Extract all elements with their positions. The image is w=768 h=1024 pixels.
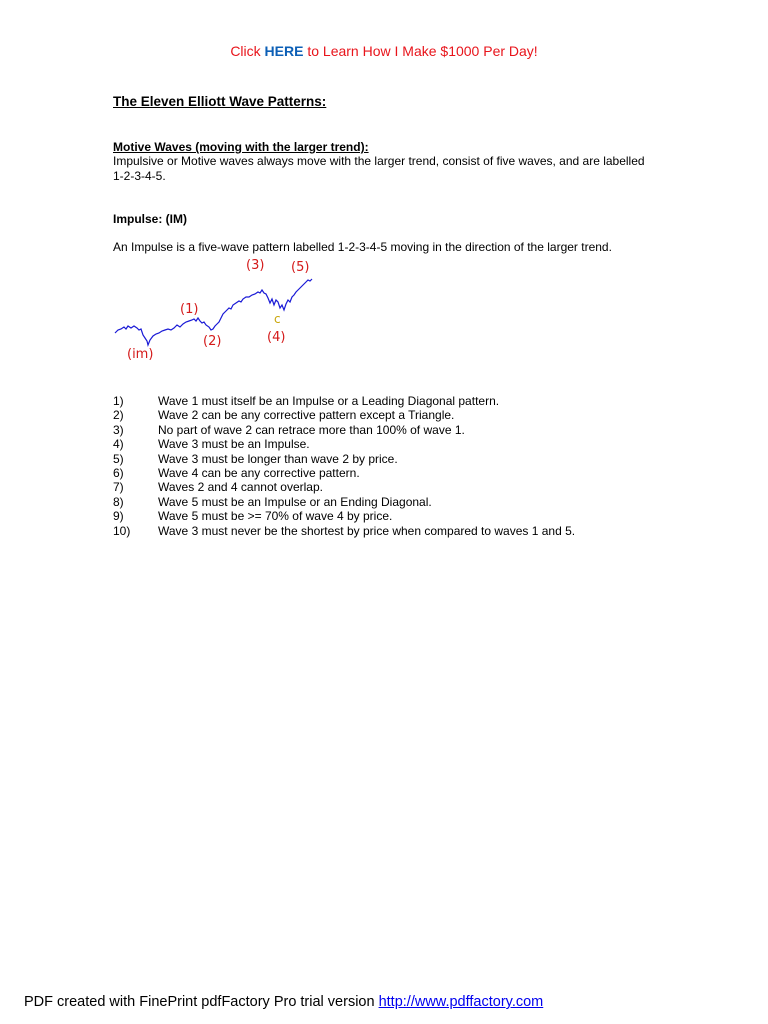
rule-text: Wave 1 must itself be an Impulse or a Leading Diagonal pattern. xyxy=(158,394,500,408)
rule-text: Wave 2 can be any corrective pattern except a Triangle. xyxy=(158,408,455,423)
wave-sublabel-c: c xyxy=(274,312,281,326)
rule-text: No part of wave 2 can retrace more than 100% of wave 1. xyxy=(158,422,465,437)
promo-suffix: to Learn How I Make $1000 Per Day! xyxy=(303,43,538,59)
rule-text: Wave 3 must never be the shortest by price when compared to waves 1 and 5. xyxy=(158,523,576,538)
promo-banner xyxy=(0,43,768,59)
promo-prefix: Click xyxy=(230,43,265,59)
rules-list xyxy=(113,394,673,538)
rule-item xyxy=(113,408,673,422)
motive-waves-heading: Motive Waves (moving with the larger trend): xyxy=(113,140,369,154)
rule-item xyxy=(113,509,673,523)
rule-number: 5) xyxy=(113,451,124,466)
impulse-description: An Impulse is a five-wave pattern labelled 1-2-3-4-5 moving in the direction of the larger trend. xyxy=(113,240,612,254)
wave-label-5: (5) xyxy=(291,260,310,275)
rule-number: 9) xyxy=(113,509,124,524)
rule-number: 1) xyxy=(113,394,124,408)
rule-item xyxy=(113,466,673,480)
wave-label-4: (4) xyxy=(267,330,286,345)
rule-item xyxy=(113,495,673,509)
rule-number: 2) xyxy=(113,408,124,423)
footer-link[interactable]: http://www.pdffactory.com xyxy=(378,994,544,1010)
rule-text: Wave 4 can be any corrective pattern. xyxy=(158,466,360,481)
rule-text: Wave 3 must be an Impulse. xyxy=(158,437,310,452)
rule-text: Wave 5 must be an Impulse or an Ending Diagonal. xyxy=(158,494,432,509)
rule-text: Waves 2 and 4 cannot overlap. xyxy=(158,480,323,495)
rule-item xyxy=(113,423,673,437)
rule-item xyxy=(113,452,673,466)
footer xyxy=(24,994,543,1010)
rule-item xyxy=(113,524,673,538)
impulse-heading: Impulse: (IM) xyxy=(113,212,187,226)
rule-item xyxy=(113,480,673,494)
wave-label-3: (3) xyxy=(246,258,265,273)
rule-number: 10) xyxy=(113,523,131,538)
impulse-wave-figure xyxy=(110,250,330,370)
wave-label-2: (2) xyxy=(203,334,222,349)
wave-label-im: (im) xyxy=(127,347,154,362)
rule-number: 4) xyxy=(113,437,124,452)
rule-item xyxy=(113,437,673,451)
rule-text: Wave 5 must be >= 70% of wave 4 by price. xyxy=(158,509,393,524)
rule-number: 7) xyxy=(113,480,124,495)
rule-number: 3) xyxy=(113,422,124,437)
wave-label-1: (1) xyxy=(180,302,199,317)
rule-number: 8) xyxy=(113,494,124,509)
footer-text: PDF created with FinePrint pdfFactory Pro trial version xyxy=(24,994,379,1010)
page-title: The Eleven Elliott Wave Patterns: xyxy=(113,94,327,109)
promo-here-link[interactable]: HERE xyxy=(264,43,304,59)
rule-item xyxy=(113,394,673,408)
rule-number: 6) xyxy=(113,466,124,481)
rule-text: Wave 3 must be longer than wave 2 by price. xyxy=(158,451,398,466)
motive-waves-text: Impulsive or Motive waves always move with the larger trend, consist of five waves, and are labelled 1-2-3-4-5. xyxy=(113,154,645,183)
